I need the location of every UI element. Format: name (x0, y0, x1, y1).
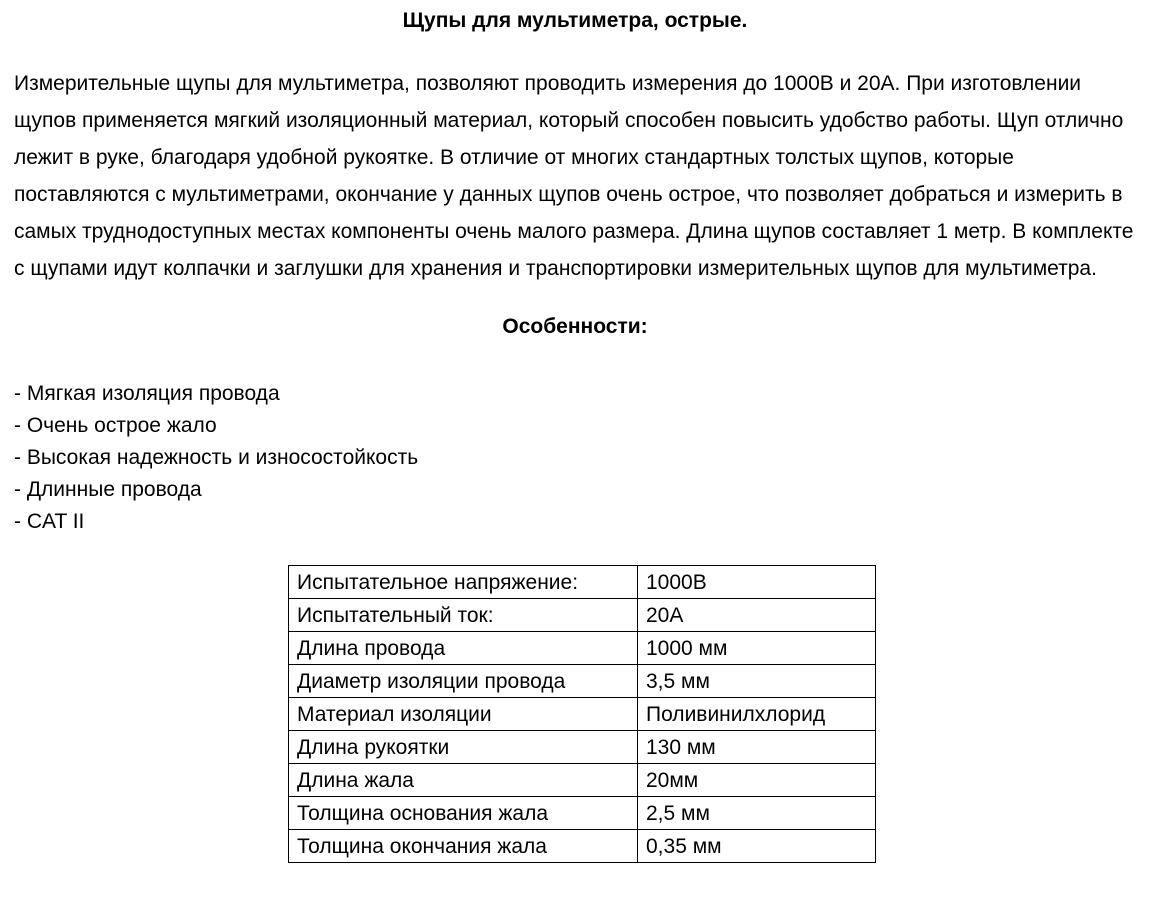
spec-value-cell: 1000В (638, 566, 876, 599)
features-list (14, 378, 1136, 538)
spec-value-cell: Поливинилхлорид (638, 698, 876, 731)
table-row (289, 764, 876, 797)
spec-value-cell: 130 мм (638, 731, 876, 764)
spec-value-cell: 2,5 мм (638, 797, 876, 830)
feature-item: - Высокая надежность и износостойкость (14, 446, 419, 469)
table-row (289, 698, 876, 731)
spec-label-cell: Толщина основания жала (289, 797, 638, 830)
specs-table (288, 565, 876, 863)
spec-label-cell: Испытательный ток: (289, 599, 638, 632)
feature-item: - Длинные провода (14, 478, 202, 501)
document-title: Щупы для мультиметра, острые. (402, 9, 748, 32)
spec-label-cell: Длина провода (289, 632, 638, 665)
spec-label-cell: Материал изоляции (289, 698, 638, 731)
spec-label-cell: Длина жала (289, 764, 638, 797)
table-row (289, 665, 876, 698)
spec-label-cell: Толщина окончания жала (289, 830, 638, 863)
spec-value-cell: 20мм (638, 764, 876, 797)
table-row (289, 566, 876, 599)
feature-item: - Мягкая изоляция провода (14, 382, 280, 405)
table-row (289, 797, 876, 830)
table-row (289, 731, 876, 764)
table-row (289, 599, 876, 632)
spec-value-cell: 1000 мм (638, 632, 876, 665)
spec-label-cell: Длина рукоятки (289, 731, 638, 764)
table-row (289, 830, 876, 863)
features-heading: Особенности: (502, 315, 648, 338)
spec-value-cell: 3,5 мм (638, 665, 876, 698)
feature-item: - Очень острое жало (14, 414, 217, 437)
spec-value-cell: 0,35 мм (638, 830, 876, 863)
spec-label-cell: Диаметр изоляции провода (289, 665, 638, 698)
table-row (289, 632, 876, 665)
spec-label-cell: Испытательное напряжение: (289, 566, 638, 599)
product-description: Измерительные щупы для мультиметра, позволяют проводить измерения до 1000В и 20А. При изготовлении щупов применяется мягкий изоляционный материал, который способен повысить удобство работы. Щуп отлично лежит в руке, благодаря удобной рукоятке. В отличие от многих стандартных толстых щупов, которые поставляются с мультиметрами, окончание у данных щупов очень острое, что позволяет добраться и измерить в самых труднодоступных местах компоненты очень малого размера. Длина щупов составляет 1 метр. В комплекте с щупами идут колпачки и заглушки для хранения и транспортировки измерительных щупов для мультиметра. (14, 72, 1134, 280)
feature-item: - CAT II (14, 510, 85, 533)
spec-value-cell: 20А (638, 599, 876, 632)
